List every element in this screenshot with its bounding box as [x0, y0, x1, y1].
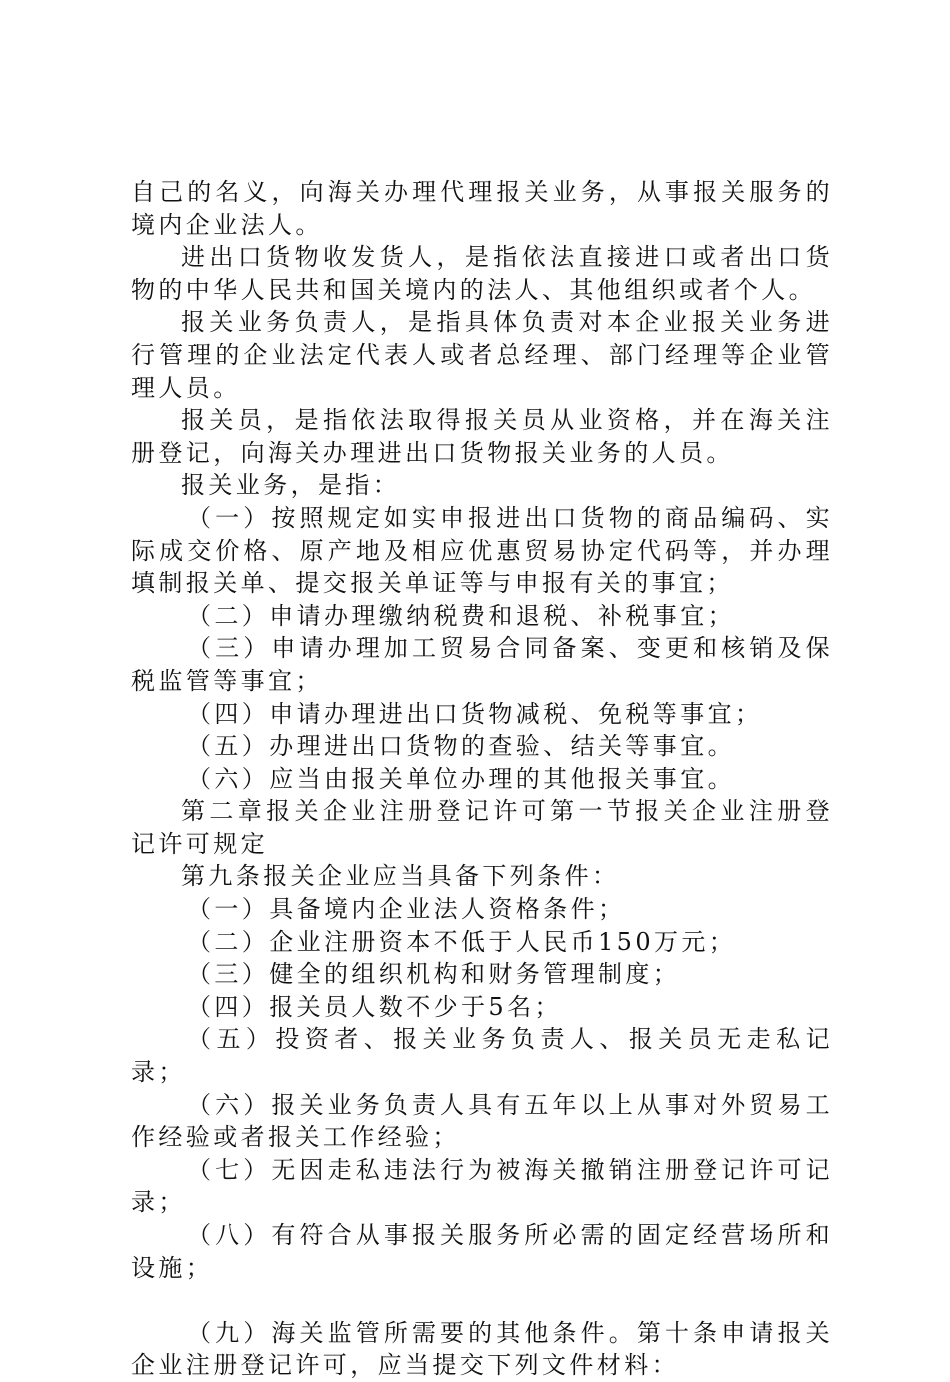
- chapter-heading: 第二章报关企业注册登记许可第一节报关企业注册登记许可规定: [131, 797, 833, 858]
- list-item: （六）报关业务负责人具有五年以上从事对外贸易工作经验或者报关工作经验；: [131, 1090, 833, 1152]
- list-item: （二）企业注册资本不低于人民币150万元；: [187, 927, 737, 956]
- list-item: （五）办理进出口货物的查验、结关等事宜。: [187, 732, 735, 761]
- list-item: （四）申请办理进出口货物减税、免税等事宜；: [187, 699, 763, 728]
- article-heading: 第九条报关企业应当具备下列条件：: [181, 862, 620, 891]
- list-item: （四）报关员人数不少于5名；: [187, 992, 562, 1021]
- paragraph-continuation: 自己的名义，向海关办理代理报关业务，从事报关服务的境内企业法人。: [131, 178, 833, 239]
- list-item: （五）投资者、报关业务负责人、报关员无走私记录；: [131, 1025, 833, 1087]
- list-item: （八）有符合从事报关服务所必需的固定经营场所和设施；: [131, 1221, 833, 1282]
- list-item: （三）健全的组织机构和财务管理制度；: [187, 960, 681, 989]
- blank-line: [131, 1284, 833, 1317]
- list-item: （六）应当由报关单位办理的其他报关事宜。: [187, 764, 735, 793]
- list-item: （三）申请办理加工贸易合同备案、变更和核销及保税监管等事宜；: [131, 634, 833, 695]
- paragraph-business-definition: 报关业务，是指：: [181, 471, 401, 500]
- list-item: （一）具备境内企业法人资格条件；: [187, 895, 626, 924]
- paragraph-consignor-definition: 进出口货物收发货人，是指依法直接进口或者出口货物的中华人民共和国关境内的法人、其他组织或者个人。: [131, 243, 833, 304]
- document-body: [131, 176, 833, 1382]
- paragraph-declarant-definition: 报关员，是指依法取得报关员从业资格，并在海关注册登记，向海关办理进出口货物报关业务的人员。: [131, 406, 833, 467]
- list-item: （二）申请办理缴纳税费和退税、补税事宜；: [187, 601, 735, 630]
- list-item: （一）按照规定如实申报进出口货物的商品编码、实际成交价格、原产地及相应优惠贸易协定代码等，并办理填制报关单、提交报关单证等与申报有关的事宜；: [131, 503, 833, 598]
- list-item: （七）无因走私违法行为被海关撤销注册登记许可记录；: [131, 1155, 833, 1217]
- paragraph-business-manager-definition: 报关业务负责人，是指具体负责对本企业报关业务进行管理的企业法定代表人或者总经理、部门经理等企业管理人员。: [131, 308, 833, 402]
- list-item: （九）海关监管所需要的其他条件。第十条申请报关企业注册登记许可，应当提交下列文件材料：: [131, 1318, 833, 1380]
